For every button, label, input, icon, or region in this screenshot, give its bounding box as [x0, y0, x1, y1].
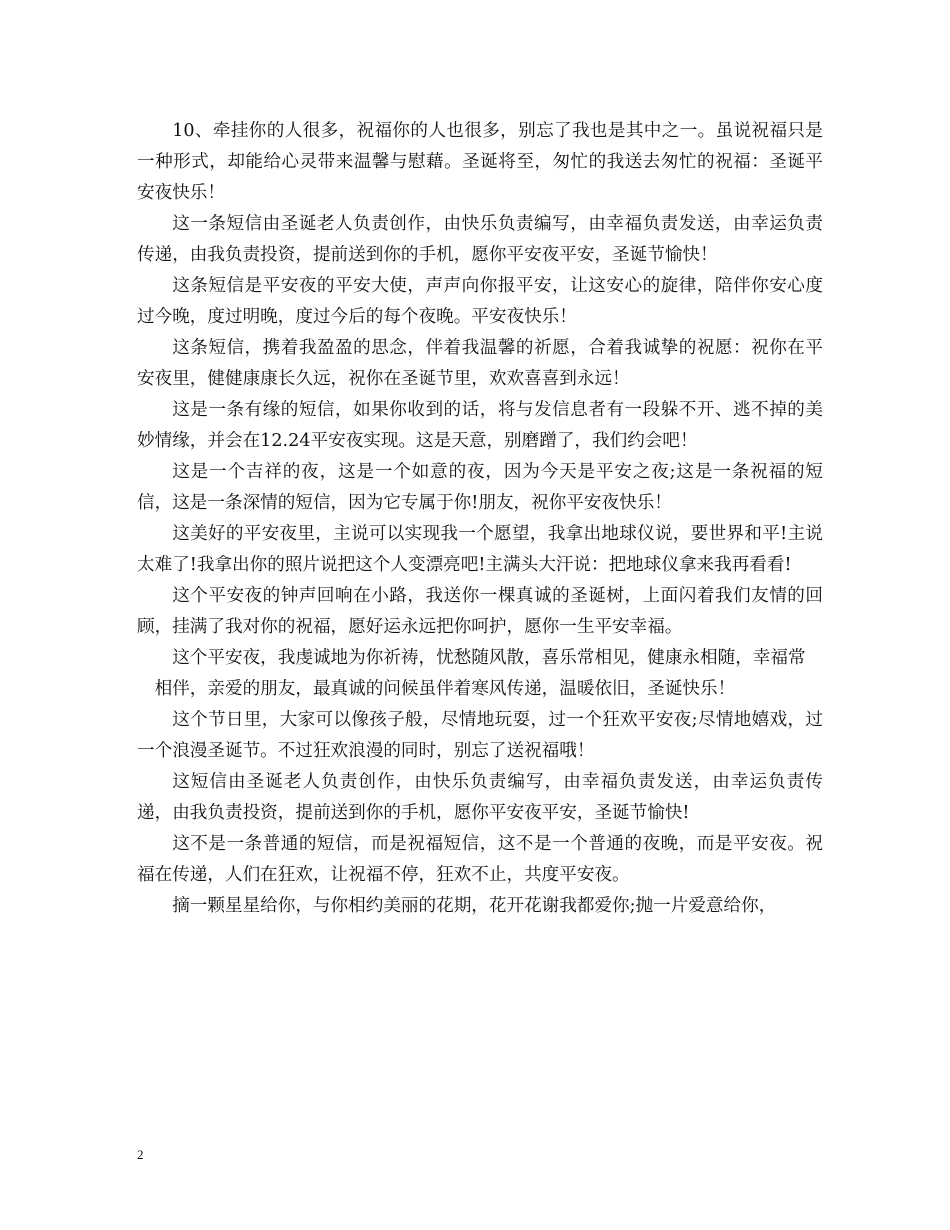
paragraph-12: 这不是一条普通的短信，而是祝福短信，这不是一个普通的夜晚，而是平安夜。祝福在传递，人们在狂欢，让祝福不停，狂欢不止，共度平安夜。 — [137, 834, 823, 885]
paragraph-13: 摘一颗星星给你，与你相约美丽的花期，花开花谢我都爱你;抛一片爱意给你， — [172, 896, 777, 916]
paragraph-9-continued: 相伴，亲爱的朋友，最真诚的问候虽伴着寒风传递，温暖依旧，圣诞快乐！ — [154, 679, 736, 699]
paragraph-3: 这条短信是平安夜的平安大使，声声向你报平安，让这安心的旋律，陪伴你安心度过今晚，度过明晚，度过今后的每个夜晚。平安夜快乐！ — [137, 276, 823, 327]
paragraph-8: 这个平安夜的钟声回响在小路，我送你一棵真诚的圣诞树，上面闪着我们友情的回顾，挂满了我对你的祝福，愿好运永远把你呵护，愿你一生平安幸福。 — [137, 586, 823, 637]
paragraph-5: 这是一条有缘的短信，如果你收到的话，将与发信息者有一段躲不开、逃不掉的美妙情缘，并会在12.24平安夜实现。这是天意，别磨蹭了，我们约会吧！ — [137, 400, 823, 451]
paragraph-10: 这个节日里，大家可以像孩子般，尽情地玩耍，过一个狂欢平安夜;尽情地嬉戏，过一个浪漫圣诞节。不过狂欢浪漫的同时，别忘了送祝福哦！ — [137, 710, 823, 761]
paragraph-1: 10、牵挂你的人很多，祝福你的人也很多，别忘了我也是其中之一。虽说祝福只是一种形式，却能给心灵带来温馨与慰藉。圣诞将至，匆忙的我送去匆忙的祝福：圣诞平安夜快乐！ — [137, 121, 823, 203]
document-body — [137, 116, 823, 922]
paragraph-11: 这短信由圣诞老人负责创作，由快乐负责编写，由幸福负责发送，由幸运负责传递，由我负责投资，提前送到你的手机，愿你平安夜平安，圣诞节愉快! — [137, 772, 823, 823]
paragraph-2: 这一条短信由圣诞老人负责创作，由快乐负责编写，由幸福负责发送，由幸运负责传递，由我负责投资，提前送到你的手机，愿你平安夜平安，圣诞节愉快！ — [137, 214, 823, 265]
paragraph-7: 这美好的平安夜里，主说可以实现我一个愿望，我拿出地球仪说，要世界和平!主说太难了!我拿出你的照片说把这个人变漂亮吧!主满头大汗说：把地球仪拿来我再看看! — [137, 524, 823, 575]
paragraph-6: 这是一个吉祥的夜，这是一个如意的夜，因为今天是平安之夜;这是一条祝福的短信，这是一条深情的短信，因为它专属于你!朋友，祝你平安夜快乐！ — [137, 462, 823, 513]
paragraph-4: 这条短信，携着我盈盈的思念，伴着我温馨的祈愿，合着我诚挚的祝愿：祝你在平安夜里，健健康康长久远，祝你在圣诞节里，欢欢喜喜到永远！ — [137, 338, 823, 389]
paragraph-9: 这个平安夜，我虔诚地为你祈祷，忧愁随风散，喜乐常相见，健康永相随，幸福常 — [172, 648, 806, 668]
page-number: 2 — [137, 1147, 144, 1162]
